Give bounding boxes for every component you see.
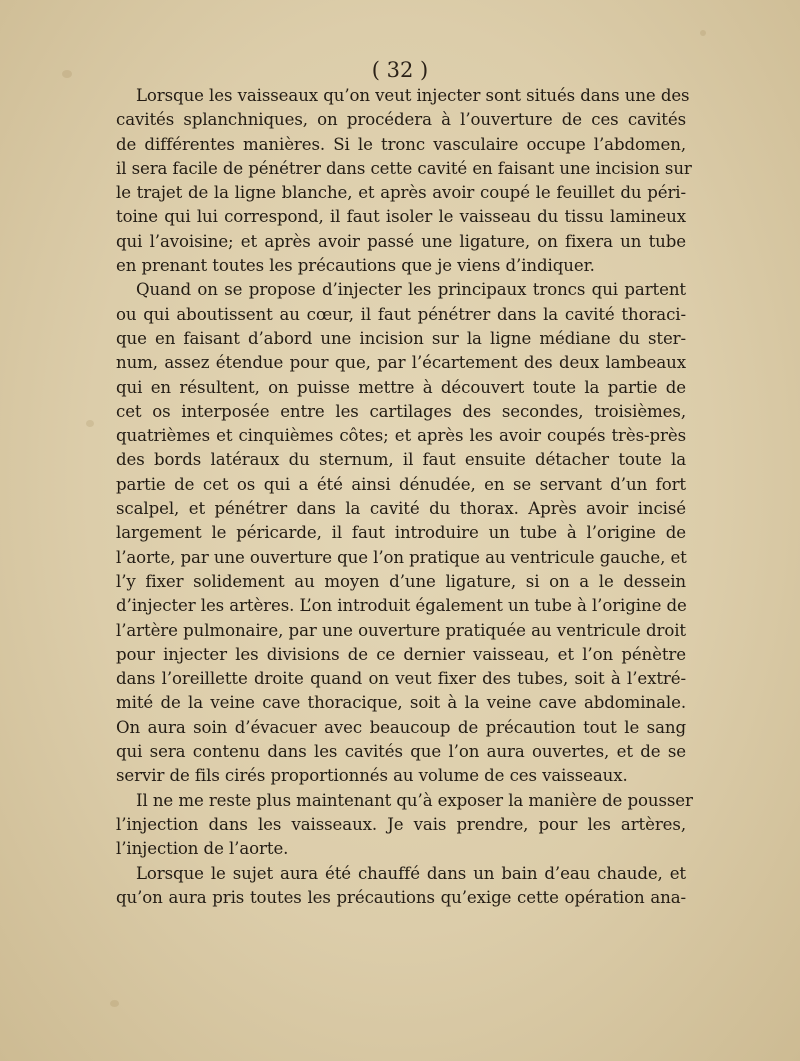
text-line: qu’on aura pris toutes les précautions qu’exige cette opération ana- — [116, 887, 686, 907]
text-line: ou qui aboutissent au cœur, il faut pénétrer dans la cavité thoraci- — [116, 304, 686, 324]
text-line: en prenant toutes les précautions que je viens d’indiquer. — [116, 256, 595, 276]
text-line: Il ne me reste plus maintenant qu’à exposer la manière de pousser — [136, 790, 693, 810]
text-line: scalpel, et pénétrer dans la cavité du thorax. Après avoir incisé — [116, 499, 686, 519]
text-line: pour injecter les divisions de ce dernier vaisseau, et l’on pénètre — [116, 644, 686, 664]
text-line: largement le péricarde, il faut introduire un tube à l’origine de — [116, 523, 686, 543]
text-line: cavités splanchniques, on procédera à l’ouverture de ces cavités — [116, 110, 686, 130]
text-line: l’artère pulmonaire, par une ouverture pratiquée au ventricule droit — [116, 620, 686, 640]
foxing-spot — [110, 1000, 119, 1007]
text-line: l’aorte, par une ouverture que l’on pratique au ventricule gauche, et — [116, 547, 687, 567]
text-line: dans l’oreillette droite quand on veut fixer des tubes, soit à l’extré- — [116, 669, 686, 689]
text-line: On aura soin d’évacuer avec beaucoup de précaution tout le sang — [116, 717, 686, 737]
text-line: qui sera contenu dans les cavités que l’on aura ouvertes, et de se — [116, 742, 686, 762]
text-line: partie de cet os qui a été ainsi dénudée, en se servant d’un fort — [116, 474, 686, 494]
text-line: l’y fixer solidement au moyen d’une ligature, si on a le dessein — [116, 571, 686, 591]
text-line: que en faisant d’abord une incision sur la ligne médiane du ster- — [116, 328, 686, 348]
text-line: Lorsque le sujet aura été chauffé dans un bain d’eau chaude, et — [136, 863, 686, 883]
text-line: cet os interposée entre les cartilages des secondes, troisièmes, — [116, 401, 686, 421]
body-text — [116, 84, 693, 910]
text-line: toine qui lui correspond, il faut isoler le vaisseau du tissu lamineux — [116, 207, 686, 227]
text-line: qui l’avoisine; et après avoir passé une ligature, on fixera un tube — [116, 231, 686, 251]
text-line: servir de fils cirés proportionnés au volume de ces vaisseaux. — [116, 766, 628, 786]
page-number: ( 32 ) — [371, 58, 429, 82]
text-line: il sera facile de pénétrer dans cette cavité en faisant une incision sur — [116, 158, 692, 178]
text-line: de différentes manières. Si le tronc vasculaire occupe l’abdomen, — [116, 134, 686, 154]
text-line: quatrièmes et cinquièmes côtes; et après les avoir coupés très-près — [116, 426, 686, 446]
text-line: l’injection dans les vaisseaux. Je vais prendre, pour les artères, — [116, 814, 686, 834]
foxing-spot — [86, 420, 94, 427]
text-line: Lorsque les vaisseaux qu’on veut injecter sont situés dans une des — [136, 86, 690, 105]
text-line: d’injecter les artères. L’on introduit également un tube à l’origine de — [116, 596, 687, 616]
text-line: Quand on se propose d’injecter les principaux troncs qui partent — [136, 280, 686, 300]
text-line: num, assez étendue pour que, par l’écartement des deux lambeaux — [116, 353, 686, 373]
text-line: le trajet de la ligne blanche, et après avoir coupé le feuillet du péri- — [116, 183, 686, 203]
foxing-spot — [700, 30, 706, 36]
text-line: qui en résultent, on puisse mettre à découvert toute la partie de — [116, 377, 686, 397]
text-line: mité de la veine cave thoracique, soit à la veine cave abdominale. — [116, 693, 686, 713]
text-line: des bords latéraux du sternum, il faut ensuite détacher toute la — [116, 450, 686, 470]
text-line: l’injection de l’aorte. — [116, 839, 289, 859]
